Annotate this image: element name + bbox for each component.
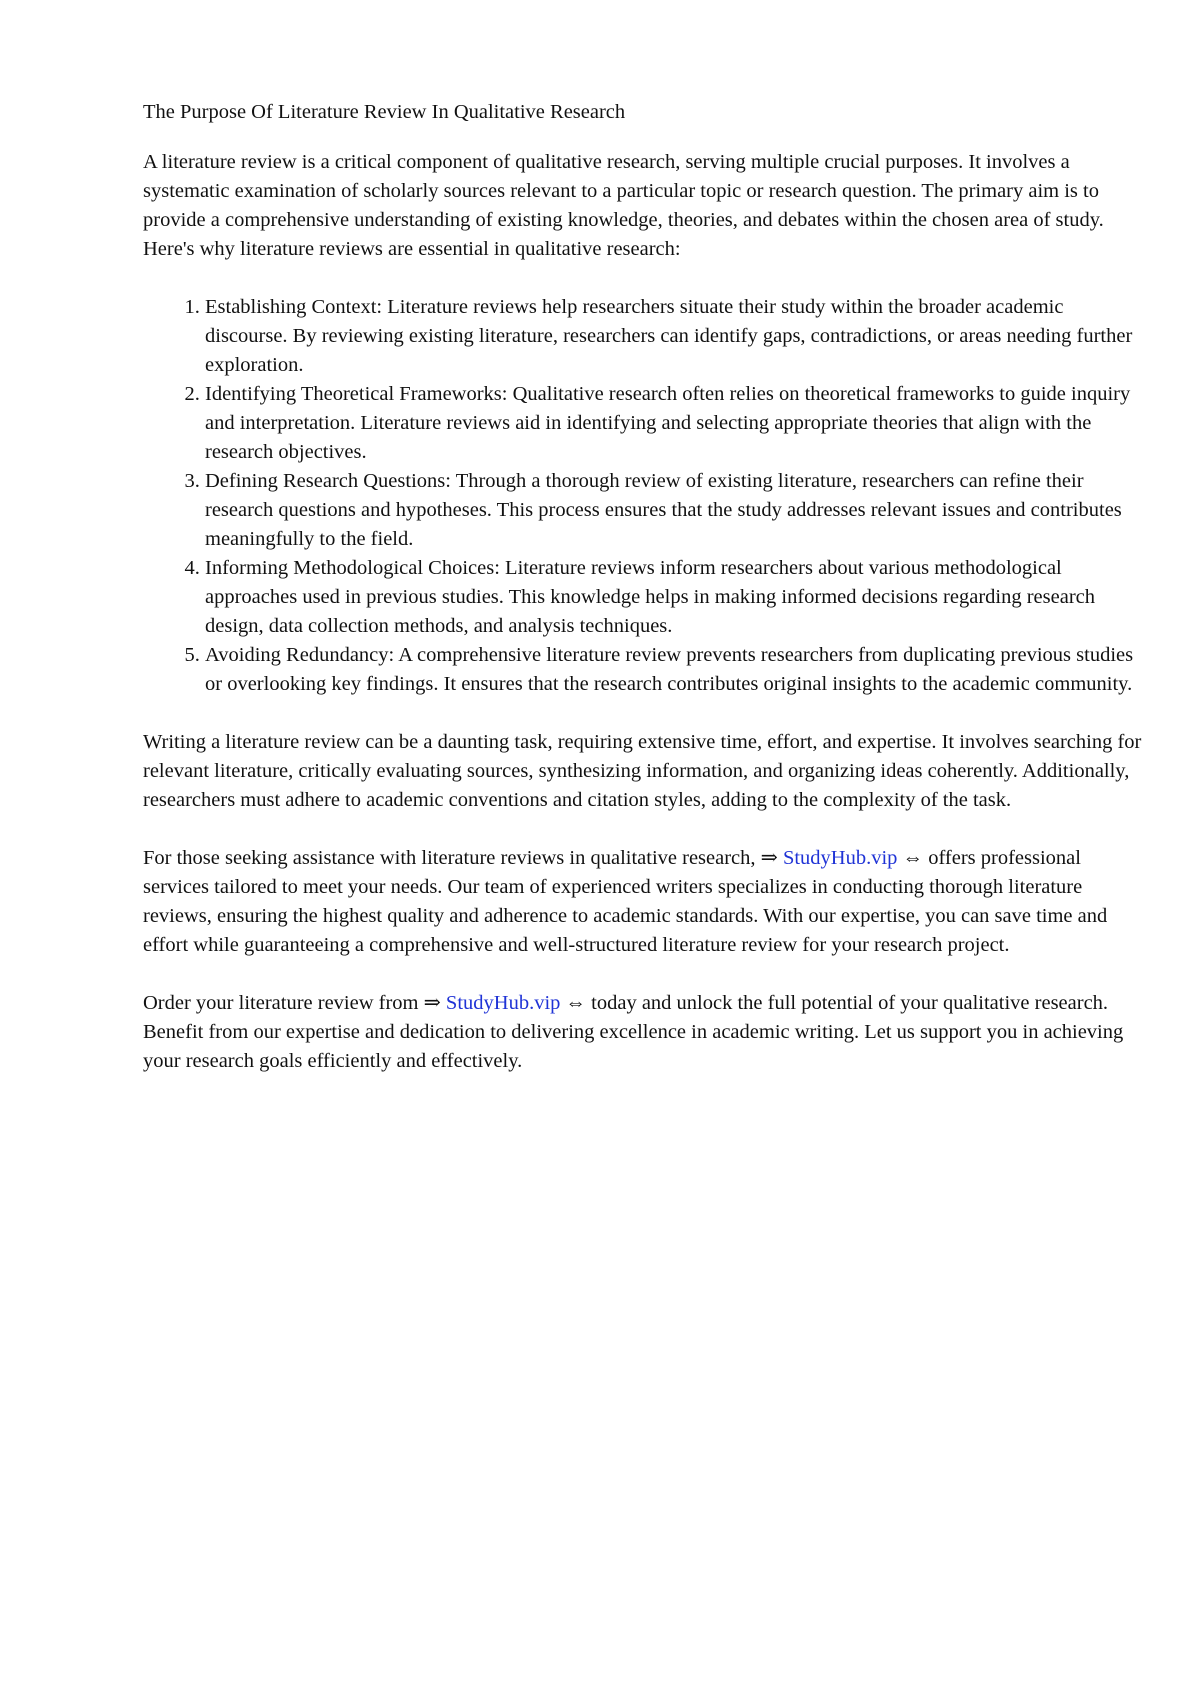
intro-paragraph: A literature review is a critical component of qualitative research, serving multiple crucial purposes. It involves a systematic examination of scholarly sources relevant to a particular topic or research question. The primary aim is to provide a comprehensive understanding of existing knowledge, theories, and debates within the chosen area of study. Here's why literature reviews are essential in qualitative research: <box>143 151 1104 260</box>
document-page <box>143 98 1143 1105</box>
assistance-text-before: For those seeking assistance with literature reviews in qualitative research, ⇒ <box>143 847 783 869</box>
purpose-list <box>143 293 1143 699</box>
document-title: The Purpose Of Literature Review In Qualitative Research <box>143 101 626 123</box>
list-item: 4. Informing Methodological Choices: Literature reviews inform researchers about various methodological approaches used in previous studies. This knowledge helps in making informed decisions regarding research design, data collection methods, and analysis techniques. <box>205 554 1143 641</box>
list-item: 2. Identifying Theoretical Frameworks: Qualitative research often relies on theoretical frameworks to guide inquiry and interpretation. Literature reviews aid in identifying and selecting appropriate theories that align with the research objectives. <box>205 380 1143 467</box>
list-item: 3. Defining Research Questions: Through a thorough review of existing literature, researchers can refine their research questions and hypotheses. This process ensures that the study addresses relevant issues and contributes meaningfully to the field. <box>205 467 1143 554</box>
assistance-paragraph <box>143 844 1143 960</box>
writing-paragraph: Writing a literature review can be a daunting task, requiring extensive time, effort, and expertise. It involves searching for relevant literature, critically evaluating sources, synthesizing information, and organizing ideas coherently. Additionally, researchers must adhere to academic conventions and citation styles, adding to the complexity of the task. <box>143 731 1142 811</box>
list-item: 5. Avoiding Redundancy: A comprehensive literature review prevents researchers from duplicating previous studies or overlooking key findings. It ensures that the research contributes original insights to the academic community. <box>205 641 1143 699</box>
order-text-after: ⇔ today and unlock the full potential of your qualitative research. Benefit from our expertise and dedication to delivering excellence in academic writing. Let us support you in achieving your research goals efficiently and effectively. <box>143 992 1124 1072</box>
order-text-before: Order your literature review from ⇒ <box>143 992 446 1014</box>
assistance-text-after: ⇔ offers professional services tailored to meet your needs. Our team of experienced writers specializes in conducting thorough literature reviews, ensuring the highest quality and adherence to academic standards. With our expertise, you can save time and effort while guaranteeing a comprehensive and well-structured literature review for your research project. <box>143 847 1108 956</box>
order-paragraph <box>143 989 1143 1076</box>
studyhub-link[interactable]: StudyHub.vip <box>445 992 561 1014</box>
studyhub-link[interactable]: StudyHub.vip <box>782 847 898 869</box>
list-item: 1. Establishing Context: Literature reviews help researchers situate their study within the broader academic discourse. By reviewing existing literature, researchers can identify gaps, contradictions, or areas needing further exploration. <box>205 293 1143 380</box>
